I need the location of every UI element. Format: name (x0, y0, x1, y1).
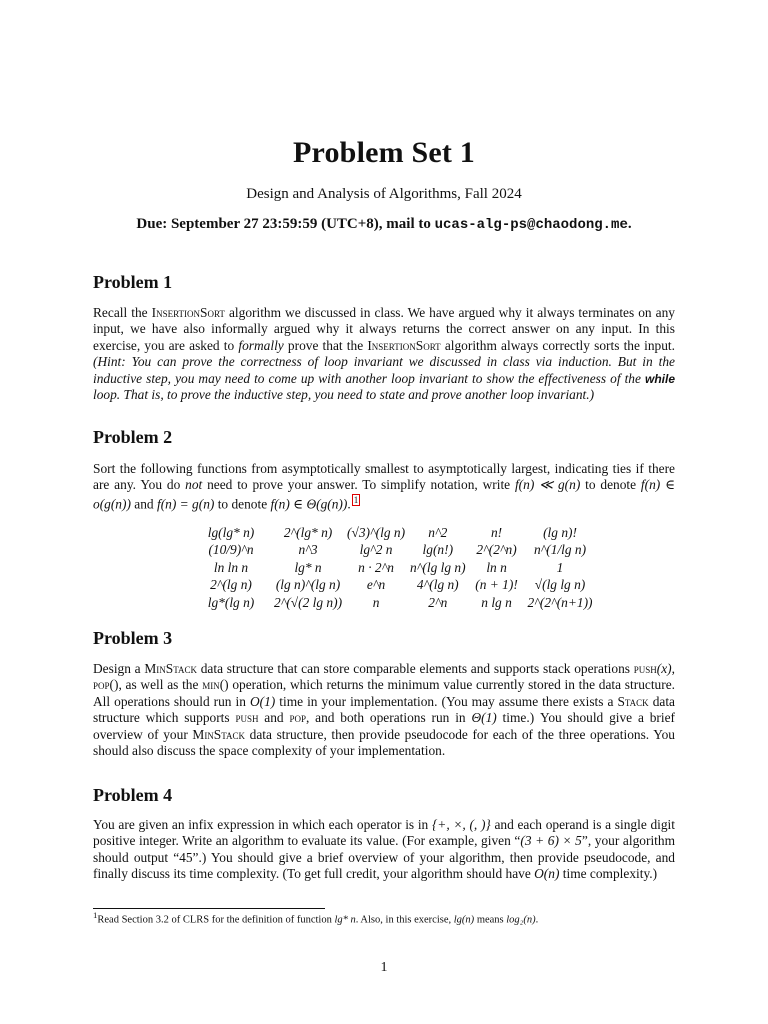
p2-text-e: to denote (214, 496, 271, 512)
problem-2-heading: Problem 2 (93, 427, 173, 447)
footnote-mark: 1 (93, 910, 98, 920)
p2-math-4: f(n) ∈ Θ(g(n)) (270, 496, 348, 512)
fn-text-c: means (474, 914, 507, 926)
function-cell: lg(lg* n) (207, 524, 255, 540)
function-cell: 4^(lg n) (416, 577, 459, 593)
p2-text-a: Sort the following functions from asymptotically smallest to asymptotically largest, indicating ties if there are any. You do (93, 461, 675, 493)
function-cell: 2^(2^(n+1)) (527, 594, 593, 610)
p1-text-a: Recall the (93, 305, 152, 320)
function-cell: n^(1/lg n) (533, 542, 587, 558)
functions-table-row (188, 577, 593, 595)
page-number: 1 (380, 960, 388, 975)
fn-math-1: lg* n (334, 914, 356, 926)
due-line (0, 216, 768, 233)
p3-push-op: push (633, 661, 657, 676)
function-cell: 2^(lg* n) (283, 524, 333, 540)
footnote-ref-link[interactable]: 1 (353, 494, 359, 505)
footnote (93, 910, 683, 926)
functions-table-row (188, 542, 593, 560)
problem-2-text (93, 461, 675, 513)
fn-math-3: log₂(n) (506, 914, 536, 926)
p4-text-b: and each operand is a single digit positive integer. Write an algorithm to evaluate its value. (For example, given “ (93, 817, 675, 849)
problem-1-heading: Problem 1 (93, 272, 173, 292)
p4-example-expr: (3 + 6) × 5 (520, 833, 582, 849)
fn-text-b: . Also, in this exercise, (355, 914, 454, 926)
p2-math-2: f(n) ∈ o(g(n)) (93, 477, 676, 512)
p3-pop-op-2: pop (289, 710, 306, 726)
p3-stack-name: Stack (617, 693, 649, 709)
p2-text-b: need to prove your answer. To simplify notation, write (202, 477, 515, 493)
p1-text-d: algorithm always correctly sorts the input. (440, 337, 675, 353)
function-cell: (n + 1)! (475, 577, 518, 593)
function-cell: √(lg lg n) (534, 577, 586, 593)
p4-operators: {+, ×, (, )} (431, 817, 491, 832)
p2-text-d: and (130, 496, 157, 512)
function-cell: 2^(√(2 lg n)) (274, 594, 343, 610)
function-cell: lg* n (294, 559, 322, 575)
function-cell: lg*(lg n) (207, 594, 255, 610)
p1-algo-name: InsertionSort (151, 305, 225, 320)
p2-not: not (185, 477, 203, 493)
due-email: ucas-alg-ps@chaodong.me (434, 217, 628, 233)
p3-text-g: data structure which supports (93, 693, 675, 726)
p3-theta: Θ(1) (471, 710, 497, 726)
function-cell: (lg n)^(lg n) (275, 577, 341, 593)
p2-text-f: . (347, 496, 351, 512)
function-cell: 2^n (428, 594, 448, 610)
p1-algo-name-2: InsertionSort (367, 337, 441, 353)
p3-pop-op: pop (93, 677, 110, 693)
p4-text-a: You are given an infix expression in which each operator is in (93, 817, 432, 832)
functions-table-row (188, 524, 593, 542)
problem-1-text (93, 305, 675, 403)
function-cell: e^n (366, 577, 386, 593)
p3-big-o: O(1) (249, 693, 276, 709)
p3-ds-name-2: MinStack (192, 726, 246, 742)
p3-text-j: time.) You should give a brief overview of your (93, 710, 675, 742)
p3-text-e: operation, which returns the minimum value currently stored in the data structure. All operations should run in (93, 677, 676, 709)
p2-math-3: f(n) = g(n) (156, 496, 215, 512)
function-cell: 2^(2^n) (476, 542, 517, 558)
p3-min-arg: () (219, 677, 229, 693)
problem-4-heading: Problem 4 (93, 785, 173, 805)
p3-text-i: , and both operations run in (305, 710, 472, 726)
fn-math-2: lg(n) (453, 914, 475, 926)
function-cell: (10/9)^n (208, 542, 254, 558)
p3-text-d: , as well as the (118, 677, 203, 693)
p2-math-1: f(n) ≪ g(n) (514, 477, 581, 493)
p1-hint-b: loop. That is, to prove the inductive step, you need to state and prove another loop invariant.) (93, 387, 595, 403)
function-cell: n^(lg lg n) (410, 559, 466, 575)
function-cell: n^3 (298, 542, 318, 558)
p1-while-keyword: while (644, 371, 675, 386)
p1-text-b: algorithm we discussed in class. We have argued why it always terminates on any input, we have also informally argued why it always returns the correct answer on any input. In this exercise, you are asked to (93, 305, 675, 353)
function-cell: lg^2 n (359, 542, 393, 558)
p3-text-b: data structure that can store comparable elements and supports stack operations (197, 661, 634, 676)
p1-text-c: prove that the (283, 337, 368, 353)
functions-table (188, 524, 593, 612)
p4-text-c: ”, your algorithm should output “45”.) You should give a brief overview of your algorithm, then provide pseudocode, and finally discuss its time complexity. (To get full credit, your algorithm should have (93, 833, 675, 882)
p3-text-h: and (258, 710, 290, 726)
due-suffix: . (627, 216, 632, 232)
p4-big-o: O(n) (534, 866, 560, 882)
p3-min-op: min (202, 677, 220, 693)
function-cell: n · 2^n (358, 559, 394, 575)
function-cell: 2^(lg n) (210, 577, 252, 593)
function-cell: n lg n (481, 594, 512, 610)
p3-text-k: data structure, then provide pseudocode for each of the three operations. You should also discuss the space complexity of your implementation. (93, 726, 675, 759)
fn-text-a: Read Section 3.2 of CLRS for the definition of function (97, 914, 335, 926)
p4-text-d: time complexity.) (559, 866, 658, 882)
p2-text-c: to denote (580, 477, 641, 493)
p3-push-op-2: push (235, 710, 259, 726)
functions-table-row (188, 559, 593, 577)
function-cell: lg(n!) (422, 542, 454, 558)
function-cell: n (372, 594, 380, 610)
p3-ds-name: MinStack (144, 661, 197, 676)
due-text: Due: September 27 23:59:59 (UTC+8), mail to (136, 216, 435, 232)
function-cell: (lg n)! (543, 524, 577, 540)
function-cell: ln n (486, 559, 507, 575)
page-title: Problem Set 1 (292, 136, 475, 169)
course-subtitle: Design and Analysis of Algorithms, Fall 2024 (246, 186, 522, 202)
function-cell: n^2 (428, 524, 448, 540)
p1-formally: formally (238, 337, 284, 353)
function-cell: 1 (556, 559, 564, 575)
problem-4-text (93, 817, 675, 883)
fn-text-d: . (535, 914, 539, 926)
function-cell: (√3)^(lg n) (347, 524, 406, 540)
functions-table-row (188, 594, 593, 612)
function-cell: n! (490, 524, 503, 540)
p1-hint-a: (Hint: You can prove the correctness of loop invariant we discussed in class via induction. But in the inductive step, you may need to come up with another loop invariant to show the effectiveness of the (93, 354, 675, 386)
p3-text-a: Design a (93, 661, 145, 676)
problem-3-heading: Problem 3 (93, 628, 173, 648)
p3-pop-arg: () (109, 677, 119, 693)
p3-text-c: , (671, 661, 675, 676)
footnote-rule (93, 908, 325, 909)
problem-3-text (93, 661, 675, 759)
p3-text-f: time in your implementation. (You may assume there exists a (275, 693, 618, 709)
function-cell: ln ln n (213, 559, 249, 575)
p3-push-arg: (x) (656, 661, 672, 676)
